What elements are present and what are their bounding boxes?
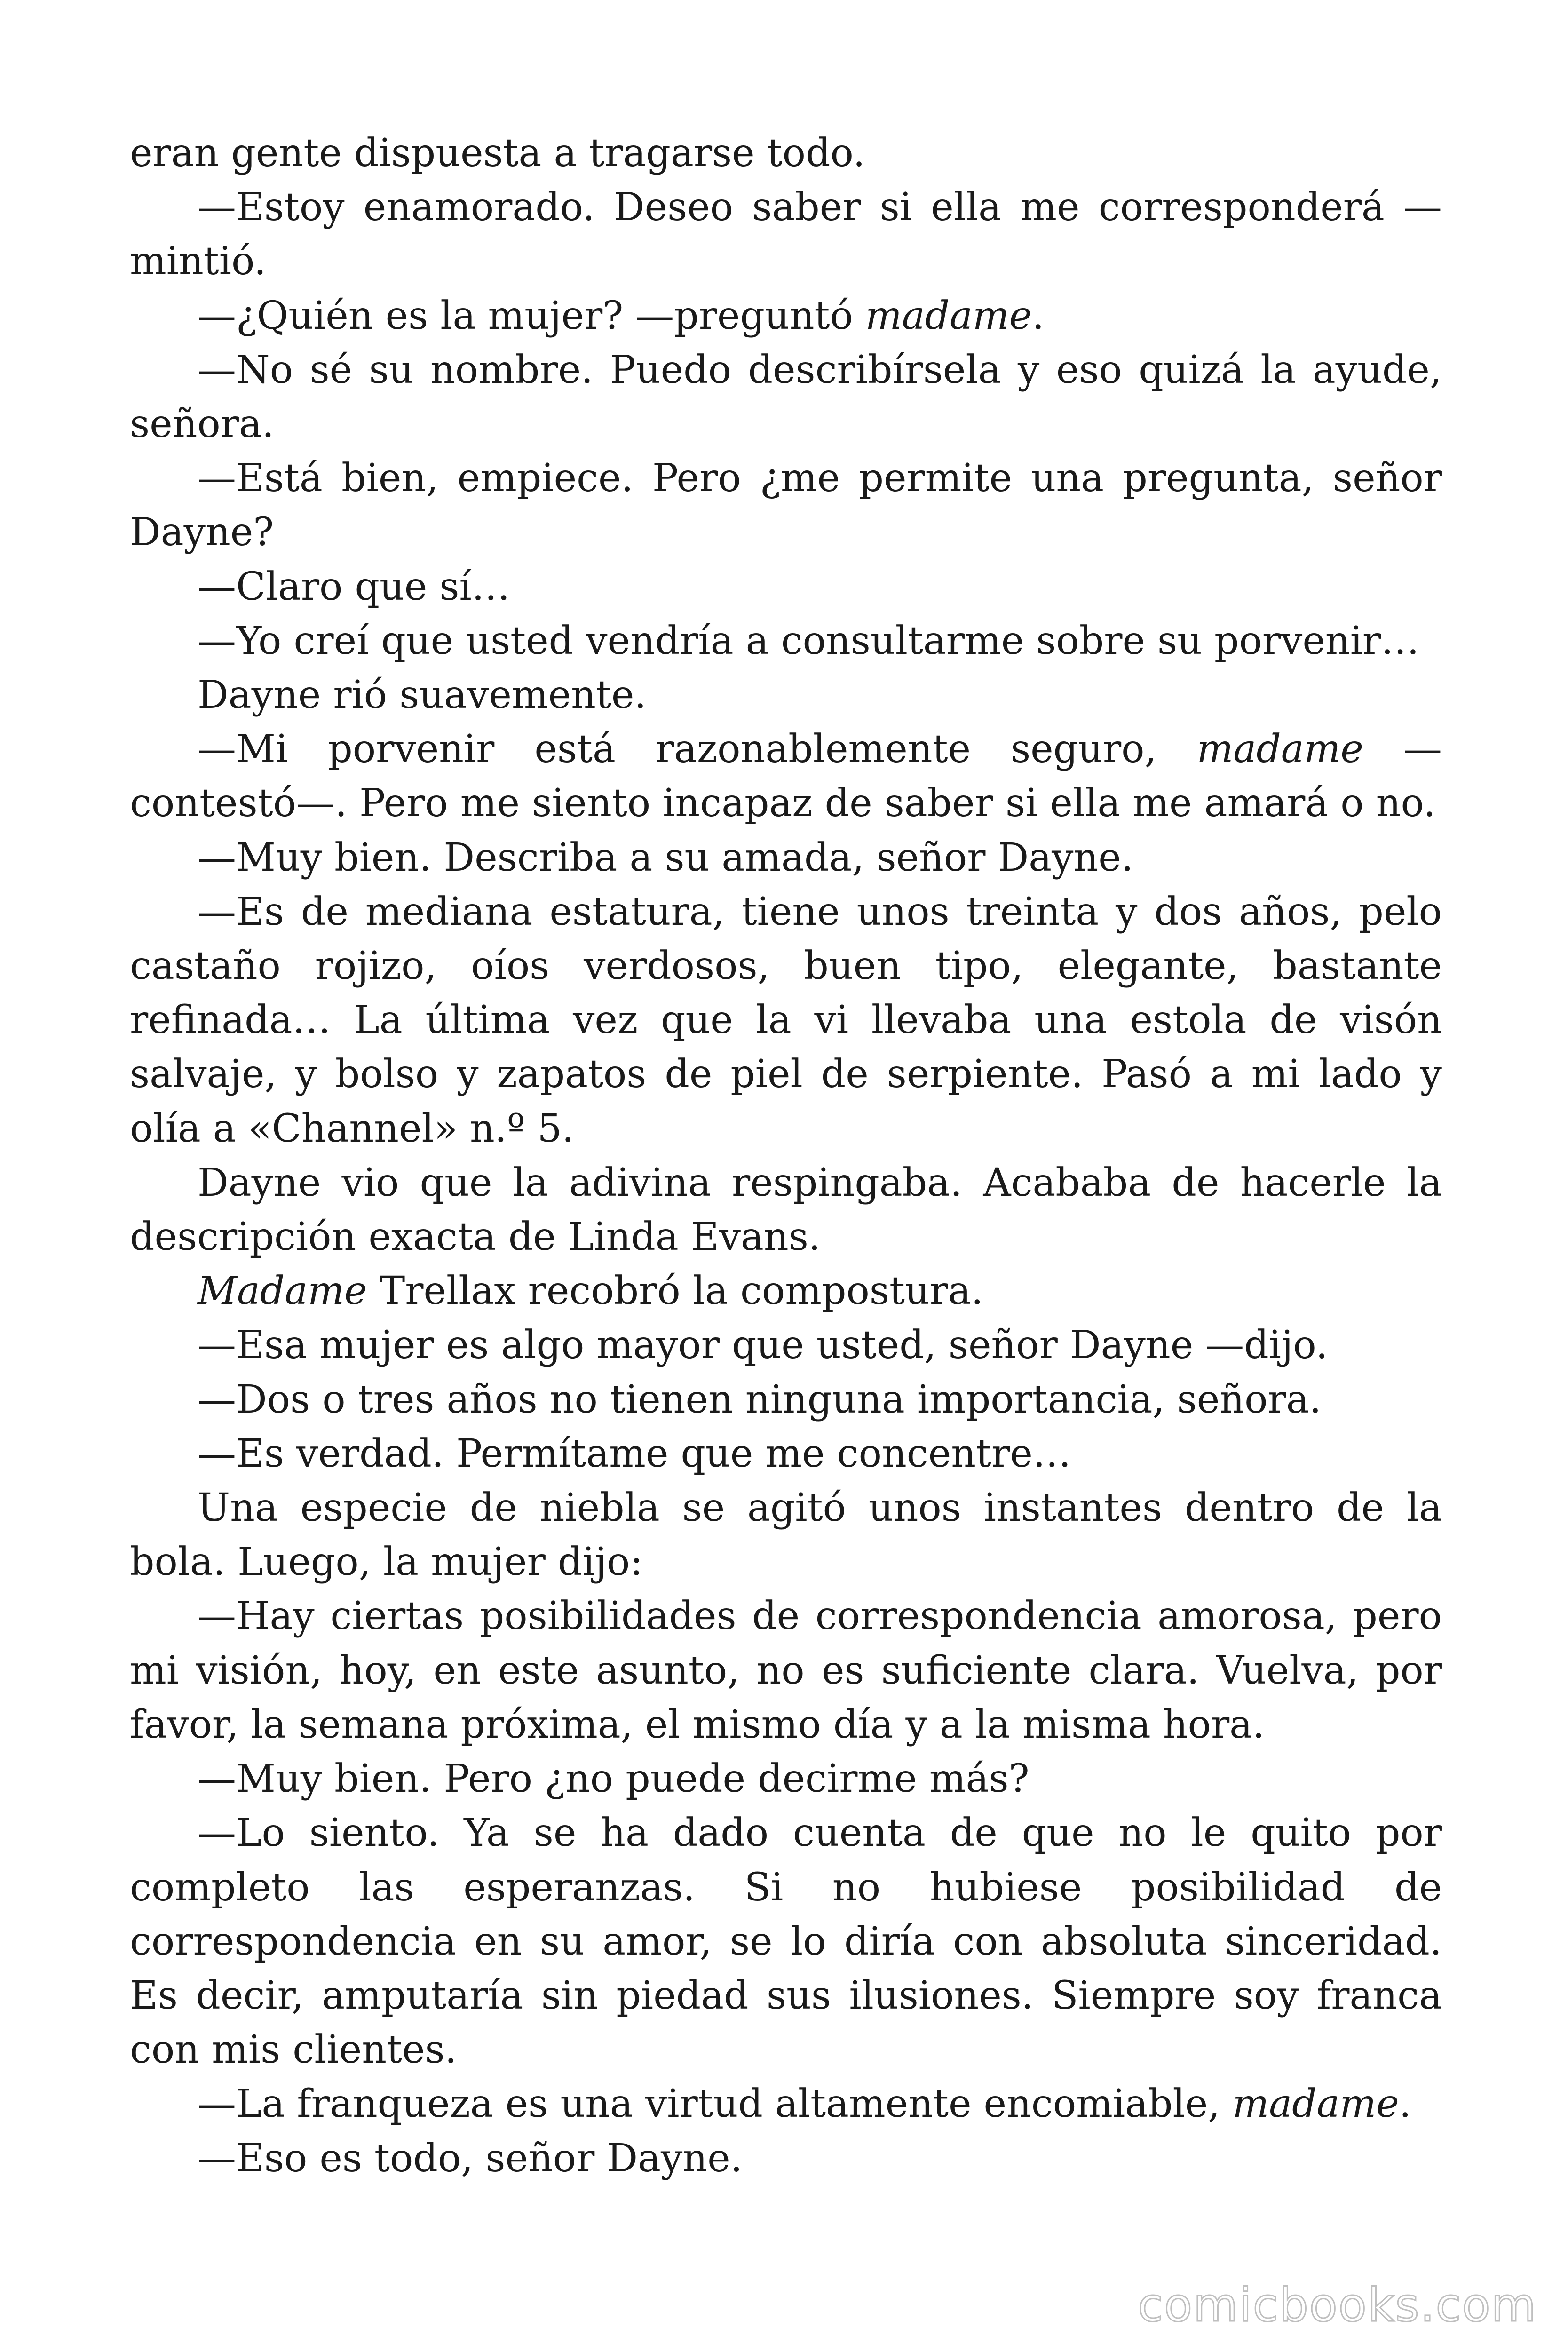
paragraph-text: Dayne rió suavemente. bbox=[198, 673, 647, 718]
paragraph bbox=[130, 1264, 1442, 1318]
paragraph-text: —Esa mujer es algo mayor que usted, señor Dayne —dijo. bbox=[198, 1323, 1328, 1368]
paragraph-text: —Muy bien. Describa a su amada, señor Dayne. bbox=[198, 835, 1133, 880]
paragraph-text: eran gente dispuesta a tragarse todo. bbox=[130, 131, 865, 175]
paragraph-text: —Hay ciertas posibilidades de correspondencia amorosa, pero mi visión, hoy, en este asunto, no es suficiente clara. Vuelva, por favor, la semana próxima, el mismo día y a la misma hora. bbox=[130, 1594, 1442, 1747]
paragraph bbox=[130, 668, 1442, 722]
paragraph bbox=[130, 289, 1442, 343]
paragraph bbox=[130, 1481, 1442, 1589]
paragraph-text: —Es de mediana estatura, tiene unos treinta y dos años, pelo castaño rojizo, oíos verdosos, buen tipo, elegante, bastante refinada… La última vez que la vi llevaba una estola de visón salvaje, y bolso y zapatos de piel de serpiente. Pasó a mi lado y olía a «Channel» n.º 5. bbox=[130, 889, 1442, 1151]
paragraph-text: —Yo creí que usted vendría a consultarme sobre su porvenir… bbox=[198, 618, 1420, 663]
paragraph-text: —Dos o tres años no tienen ninguna importancia, señora. bbox=[198, 1377, 1322, 1422]
paragraph bbox=[130, 1806, 1442, 2077]
paragraph bbox=[130, 722, 1442, 830]
paragraph bbox=[130, 2077, 1442, 2131]
paragraph-emphasis: madame bbox=[865, 293, 1032, 338]
paragraph-text: —¿Quién es la mujer? —preguntó bbox=[198, 293, 865, 338]
paragraph-text: —Eso es todo, señor Dayne. bbox=[198, 2136, 743, 2181]
paragraph-text: —Está bien, empiece. Pero ¿me permite una pregunta, señor Dayne? bbox=[130, 456, 1442, 555]
paragraph bbox=[130, 126, 1442, 180]
paragraph-text: Dayne vio que la adivina respingaba. Acababa de hacerle la descripción exacta de Linda Evans. bbox=[130, 1160, 1442, 1260]
paragraph bbox=[130, 1752, 1442, 1806]
paragraph-text: —No sé su nombre. Puedo describírsela y eso quizá la ayude, señora. bbox=[130, 347, 1442, 447]
paragraph bbox=[130, 343, 1442, 451]
page-body bbox=[130, 126, 1442, 2185]
paragraph-text: —Es verdad. Permítame que me concentre… bbox=[198, 1431, 1071, 1476]
paragraph-text: —Claro que sí… bbox=[198, 564, 510, 609]
paragraph bbox=[130, 180, 1442, 288]
paragraph-text: —contestó—. Pero me siento incapaz de saber si ella me amará o no. bbox=[130, 727, 1442, 826]
paragraph-text: —Estoy enamorado. Deseo saber si ella me corresponderá —mintió. bbox=[130, 185, 1442, 284]
paragraph bbox=[130, 885, 1442, 1156]
paragraph-text: —Mi porvenir está razonablemente seguro, bbox=[198, 727, 1197, 772]
paragraph bbox=[130, 2131, 1442, 2185]
paragraph-emphasis: madame bbox=[1196, 727, 1363, 772]
paragraph-text: Una especie de niebla se agitó unos instantes dentro de la bola. Luego, la mujer dijo: bbox=[130, 1486, 1442, 1585]
paragraph-text: —La franqueza es una virtud altamente encomiable, bbox=[198, 2082, 1233, 2127]
paragraph bbox=[130, 1589, 1442, 1752]
paragraph-text: Trellax recobró la compostura. bbox=[367, 1269, 983, 1314]
watermark: comicbooks.com bbox=[1138, 2279, 1537, 2332]
paragraph bbox=[130, 614, 1442, 668]
paragraph bbox=[130, 451, 1442, 559]
paragraph bbox=[130, 1373, 1442, 1427]
paragraph-text: . bbox=[1399, 2082, 1411, 2127]
paragraph bbox=[130, 1427, 1442, 1481]
paragraph bbox=[130, 1318, 1442, 1372]
paragraph-emphasis: Madame bbox=[198, 1269, 367, 1314]
paragraph bbox=[130, 1156, 1442, 1264]
paragraph bbox=[130, 831, 1442, 885]
paragraph-text: —Lo siento. Ya se ha dado cuenta de que no le quito por completo las esperanzas. Si no hubiese posibilidad de correspondencia en su amor, se lo diría con absoluta sinceridad. Es decir, amputaría sin piedad sus ilusiones. Siempre soy franca con mis clientes. bbox=[130, 1811, 1442, 2073]
paragraph-text: —Muy bien. Pero ¿no puede decirme más? bbox=[198, 1756, 1029, 1802]
paragraph-text: . bbox=[1032, 293, 1045, 338]
paragraph bbox=[130, 560, 1442, 614]
paragraph-emphasis: madame bbox=[1232, 2082, 1399, 2127]
